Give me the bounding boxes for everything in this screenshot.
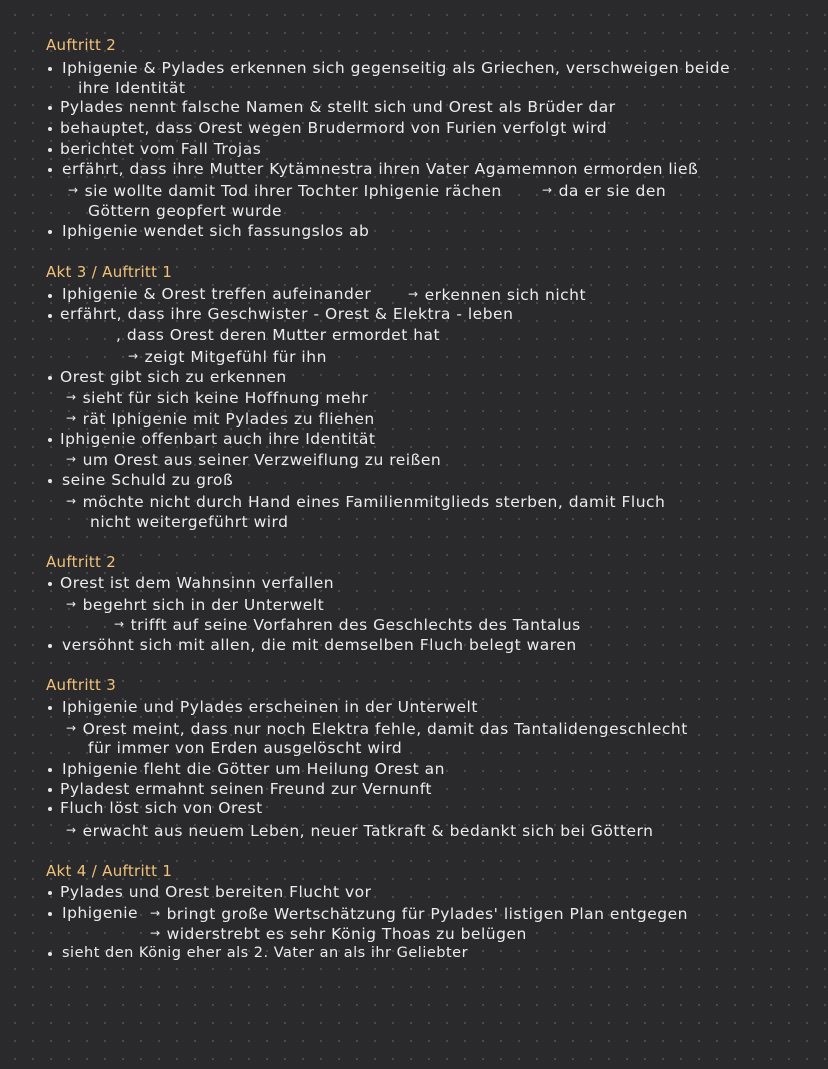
note-line: , dass Orest deren Mutter ermordet hat <box>116 326 441 344</box>
note-line: Iphigenie fleht die Götter um Heilung Orest an <box>62 760 445 778</box>
section-heading: Akt 3 / Auftritt 1 <box>46 263 173 281</box>
note-line: → da er sie den <box>542 182 667 200</box>
note-line: Iphigenie & Orest treffen aufeinander <box>62 285 372 303</box>
note-line: berichtet vom Fall Trojas <box>60 140 262 158</box>
right-arrow-icon: → <box>408 287 419 301</box>
note-line: Göttern geopfert wurde <box>88 202 283 220</box>
note-line: Iphigenie offenbart auch ihre Identität <box>60 430 376 448</box>
note-line: seine Schuld zu groß <box>62 471 234 489</box>
bullet-dot-icon <box>48 706 52 710</box>
bullet-dot-icon <box>48 376 52 380</box>
right-arrow-icon: → <box>66 390 77 404</box>
note-line: → begehrt sich in der Unterwelt <box>66 596 325 614</box>
note-line: → rät Iphigenie mit Pylades zu fliehen <box>66 410 375 428</box>
note-line: Pyladest ermahnt seinen Freund zur Vernunft <box>60 780 432 798</box>
right-arrow-icon: → <box>114 617 125 631</box>
note-line: Iphigenie & Pylades erkennen sich gegenseitig als Griechen, verschweigen beide <box>62 59 731 77</box>
note-line: Fluch löst sich von Orest <box>60 799 263 817</box>
note-line: erfährt, dass ihre Geschwister - Orest & Elektra - leben <box>60 305 514 323</box>
bullet-dot-icon <box>48 807 52 811</box>
note-line: → um Orest aus seiner Verzweiflung zu reißen <box>66 451 442 469</box>
note-line: → erwacht aus neuem Leben, neuer Tatkraft & bedankt sich bei Göttern <box>66 822 654 840</box>
right-arrow-icon: → <box>66 721 77 735</box>
bullet-dot-icon <box>48 168 52 172</box>
note-line: → bringt große Wertschätzung für Pylades' listigen Plan entgegen <box>150 905 688 923</box>
bullet-dot-icon <box>48 788 52 792</box>
bullet-dot-icon <box>48 230 52 234</box>
right-arrow-icon: → <box>66 823 77 837</box>
section-heading: Auftritt 2 <box>46 36 117 54</box>
right-arrow-icon: → <box>150 906 161 920</box>
right-arrow-icon: → <box>66 494 77 508</box>
note-line: nicht weitergeführt wird <box>90 513 289 531</box>
bullet-dot-icon <box>48 294 52 298</box>
section-heading: Akt 4 / Auftritt 1 <box>46 862 173 880</box>
section-heading: Auftritt 3 <box>46 676 117 694</box>
bullet-dot-icon <box>48 768 52 772</box>
note-line: erfährt, dass ihre Mutter Kytämnestra ihren Vater Agamemnon ermorden ließ <box>62 160 699 178</box>
note-line: versöhnt sich mit allen, die mit demselben Fluch belegt waren <box>62 636 577 654</box>
bullet-dot-icon <box>48 912 52 916</box>
right-arrow-icon: → <box>66 411 77 425</box>
note-line: Pylades und Orest bereiten Flucht vor <box>60 883 372 901</box>
section-heading: Auftritt 2 <box>46 553 117 571</box>
note-line: → zeigt Mitgefühl für ihn <box>128 348 327 366</box>
right-arrow-icon: → <box>66 597 77 611</box>
note-line: → erkennen sich nicht <box>408 286 587 304</box>
note-line: → möchte nicht durch Hand eines Familienmitglieds sterben, damit Fluch <box>66 493 666 511</box>
right-arrow-icon: → <box>542 183 553 197</box>
note-line: sieht den König eher als 2. Vater an als ihr Geliebter <box>62 945 469 961</box>
note-line: Orest gibt sich zu erkennen <box>60 368 287 386</box>
note-line: Pylades nennt falsche Namen & stellt sich und Orest als Brüder dar <box>60 98 616 116</box>
note-line: → trifft auf seine Vorfahren des Geschlechts des Tantalus <box>114 616 581 634</box>
note-line: behauptet, dass Orest wegen Brudermord von Furien verfolgt wird <box>60 119 608 137</box>
bullet-dot-icon <box>48 644 52 648</box>
note-line: ihre Identität <box>78 79 186 97</box>
bullet-dot-icon <box>48 314 52 318</box>
right-arrow-icon: → <box>66 452 77 466</box>
note-line: Orest ist dem Wahnsinn verfallen <box>60 574 335 592</box>
bullet-dot-icon <box>48 106 52 110</box>
note-line: → Orest meint, dass nur noch Elektra fehle, damit das Tantalidengeschlecht <box>66 720 688 738</box>
note-line: für immer von Erden ausgelöscht wird <box>88 739 403 757</box>
bullet-dot-icon <box>48 479 52 483</box>
bullet-dot-icon <box>48 891 52 895</box>
bullet-dot-icon <box>48 148 52 152</box>
bullet-dot-icon <box>48 582 52 586</box>
note-line: → sieht für sich keine Hoffnung mehr <box>66 389 369 407</box>
note-line: → widerstrebt es sehr König Thoas zu belügen <box>150 925 527 943</box>
right-arrow-icon: → <box>150 926 161 940</box>
note-line: Iphigenie und Pylades erscheinen in der Unterwelt <box>62 698 478 716</box>
note-line: Iphigenie wendet sich fassungslos ab <box>62 222 370 240</box>
bullet-dot-icon <box>48 127 52 131</box>
right-arrow-icon: → <box>68 183 79 197</box>
note-line: Iphigenie <box>62 904 139 922</box>
bullet-dot-icon <box>48 438 52 442</box>
bullet-dot-icon <box>48 67 52 71</box>
right-arrow-icon: → <box>128 349 139 363</box>
note-line: → sie wollte damit Tod ihrer Tochter Iphigenie rächen <box>68 182 502 200</box>
bullet-dot-icon <box>48 952 52 956</box>
